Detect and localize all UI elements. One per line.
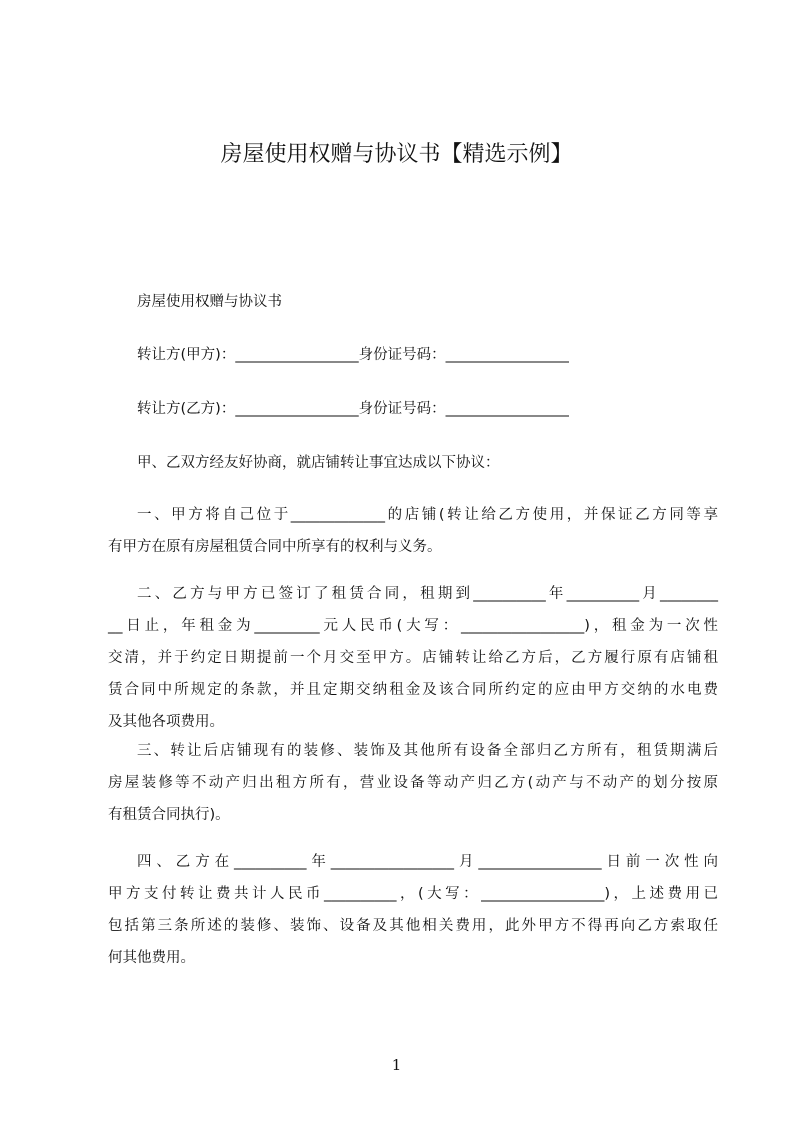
clause-2-line: 赁合同中所规定的条款，并且定期交纳租金及该合同所约定的应由甲方交纳的水电费 [108,682,718,698]
clause-4-line: 甲方支付转让费共计人民币__________，(大写：_________________)，上述费用已 [108,886,718,902]
clause-1-line: 一、甲方将自己位于_____________的店铺(转让给乙方使用，并保证乙方同等享 [137,507,718,523]
party-b-line: 转让方(乙方)：_________________身份证号码：_________________ [137,401,569,417]
clause-4-line: 包括第三条所述的装修、装饰、设备及其他相关费用，此外甲方不得再向乙方索取任 [108,918,718,934]
clause-3 [108,735,718,831]
clause-2-line: 及其他各项费用。 [108,714,224,730]
clause-3-line: 房屋装修等不动产归出租方所有，营业设备等动产归乙方(动产与不动产的划分按原 [108,775,718,791]
clause-4 [108,846,718,974]
clause-3-line: 有租赁合同执行)。 [108,807,230,823]
clause-4-line: 四、乙方在__________年_________________月_________________日前一次性向 [137,854,718,870]
intro-line: 甲、乙双方经友好协商，就店铺转让事宜达成以下协议： [137,455,500,471]
page-number: 1 [391,1056,402,1074]
clause-1-line: 有甲方在原有房屋租赁合同中所享有的权利与义务。 [108,539,442,555]
clause-2-line: __日止，年租金为_________元人民币(大写：_________________)，租金为一次性 [108,618,718,634]
clause-2 [108,578,718,738]
clause-4-line: 何其他费用。 [108,950,195,966]
clause-2-line: 二、乙方与甲方已签订了租赁合同，租期到__________年__________月________ [137,586,718,602]
clause-2-line: 交清，并于约定日期提前一个月交至甲方。店铺转让给乙方后，乙方履行原有店铺租 [108,650,718,666]
document-subtitle: 房屋使用权赠与协议书 [137,294,282,310]
document-title: 房屋使用权赠与协议书【精选示例】 [220,142,573,167]
clause-1 [108,499,718,563]
clause-3-line: 三、转让后店铺现有的装修、装饰及其他所有设备全部归乙方所有，租赁期满后 [137,743,718,759]
party-a-line: 转让方(甲方)：_________________身份证号码：_________________ [137,347,569,363]
